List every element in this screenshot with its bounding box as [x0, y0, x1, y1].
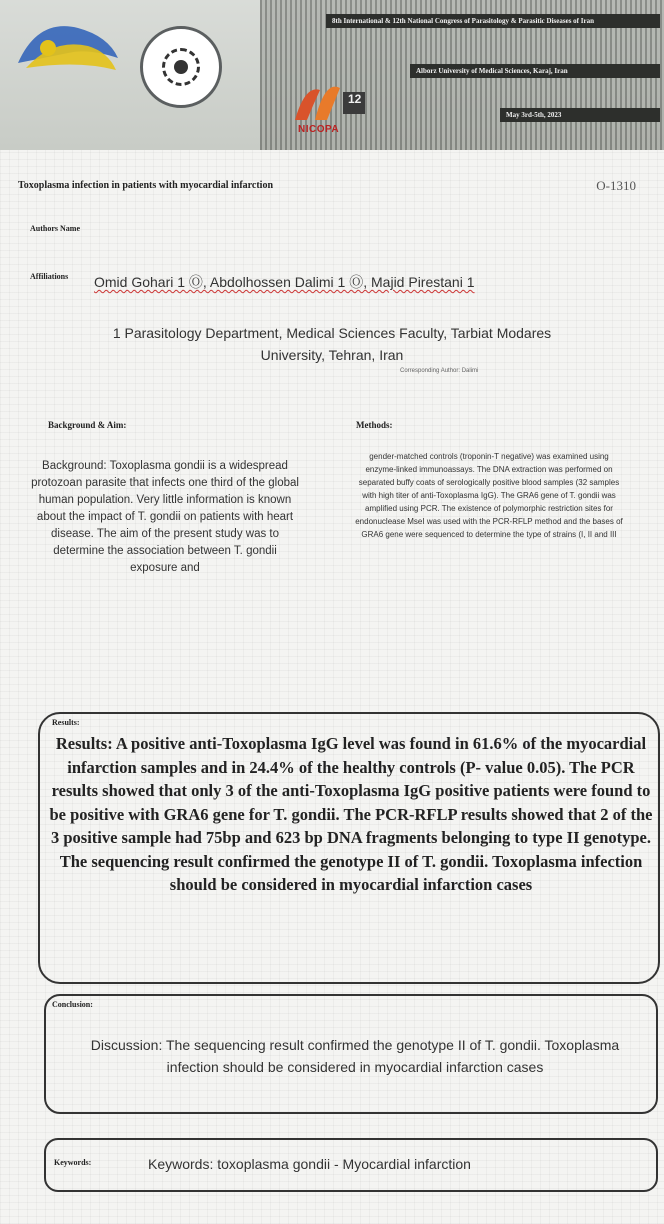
affiliation-line-2: University, Tehran, Iran: [260, 347, 404, 363]
results-label: Results:: [52, 718, 80, 727]
nicopa-number: 12: [348, 92, 362, 106]
date-band: [500, 108, 660, 122]
abstract-title: Toxoplasma infection in patients with myocardial infarction: [18, 180, 274, 191]
university-logo-icon: [8, 8, 128, 88]
affiliation-line-1: 1 Parasitology Department, Medical Sciences Faculty, Tarbiat Modares: [112, 325, 552, 341]
title-row: [18, 178, 648, 198]
background-text: Background: Toxoplasma gondii is a widespread protozoan parasite that infects one third of the global human population. Very little information is known about the impact of T. gondii on patients with heart disease. The aim of the present study was to determine the association between T. gondii exposure and: [31, 460, 299, 574]
university-name: Alborz University of Medical Sciences, Karaj, Iran: [416, 67, 568, 75]
university-band: [410, 64, 660, 78]
results-text: Results: A positive anti-Toxoplasma IgG level was found in 61.6% of the myocardial infarction samples and in 24.4% of the healthy controls (P- value 0.05). The PCR results showed that only 3 of the anti-Toxoplasma IgG positive patients were found to be positive with GRA6 gene for T. gondii. The PCR-RFLP results showed that 2 of the 3 positive sample had 75bp and 623 bp DNA fragments belonging to type II genotype. The sequencing result confirmed the genotype II of T. gondii. Toxoplasma infection should be considered in myocardial infarction cases: [49, 734, 653, 894]
seal-center: [174, 60, 188, 74]
background-label: Background & Aim:: [48, 420, 127, 430]
congress-band: [326, 14, 660, 28]
affiliation-note: Corresponding Author: Dalimi: [400, 368, 479, 374]
keywords-label: Keywords:: [54, 1158, 92, 1167]
header-banner: [0, 0, 664, 150]
methods-label: Methods:: [356, 420, 393, 430]
seal-logo-icon: [140, 26, 222, 108]
conclusion-text: Discussion: The sequencing result confirmed the genotype II of T. gondii. Toxoplasma infection should be considered in myocardial infarction cases: [90, 1037, 620, 1075]
methods-text: gender-matched controls (troponin-T negative) was examined using enzyme-linked immunoassays. The DNA extraction was performed on separated buffy coats of serologically positive blood samples (32 samples with high titer of anti-Toxoplasma IgG). The GRA6 gene of T. gondii was amplified using PCR. The existence of polymorphic restriction sites for endonuclease MseI was used with the PCR-RFLP method and the bases of GRA6 gene were sequenced to determine the type of strains (I, II and III: [355, 452, 623, 539]
affiliations-label: Affiliations: [30, 272, 69, 281]
conclusion-label: Conclusion:: [52, 1000, 93, 1009]
keywords-text: Keywords: toxoplasma gondii - Myocardial infarction: [148, 1156, 471, 1172]
affiliation-block: [30, 322, 634, 366]
authors-label: Authors Name: [30, 224, 80, 233]
nicopa-logo-text: NICOPA: [298, 124, 340, 135]
congress-name: 8th International & 12th National Congress of Parasitology & Parasitic Diseases of Iran: [332, 17, 594, 25]
congress-date: May 3rd-5th, 2023: [506, 111, 562, 119]
authors-list: [94, 272, 475, 292]
abstract-code: O-1310: [596, 178, 636, 193]
authors-text: Omid Gohari 1 Ⓞ, Abdolhossen Dalimi 1 Ⓞ, Majid Pirestani 1: [94, 274, 475, 290]
